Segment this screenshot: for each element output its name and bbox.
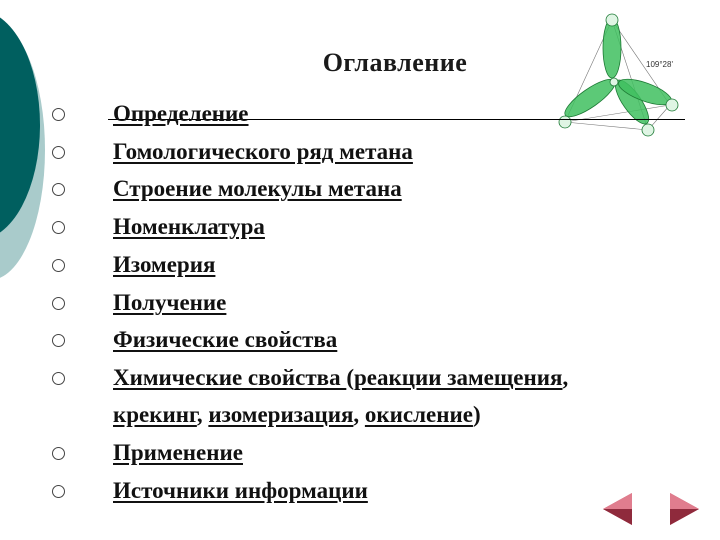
toc-link-chemical-properties[interactable]: Химические свойства [113,365,347,390]
toc-link-sources[interactable]: Источники информации [113,478,368,503]
comma: , [353,402,365,427]
prev-slide-button[interactable] [598,490,638,528]
bullet-icon [52,447,65,460]
triangle-left-icon [603,493,632,525]
toc-link-homologous-series[interactable]: Гомологического ряд метана [113,139,413,164]
toc-item-production [113,290,226,316]
bullet-icon [52,334,65,347]
comma: , [196,402,209,427]
toc-item-physical-properties [113,327,337,353]
toc-link-isomerism[interactable]: Изомерия [113,252,216,277]
toc-link-physical-properties[interactable]: Физические свойства [113,327,338,352]
toc-item-application [113,440,243,466]
bond-angle-label: 109°28' [646,60,673,69]
bullet-icon [52,297,65,310]
toc-link-nomenclature[interactable]: Номенклатура [113,214,265,239]
toc-link-cracking[interactable]: крекинг [113,402,197,427]
toc-link-application[interactable]: Применение [113,440,243,465]
bullet-icon [52,372,65,385]
toc-link-definition[interactable]: Определение [113,101,249,126]
toc-link-isomerization[interactable]: изомеризация [208,402,354,427]
toc-item-nomenclature [113,214,265,240]
toc-item-sources [113,478,368,504]
paren-open: ( [346,365,354,390]
toc-link-structure[interactable]: Строение молекулы метана [113,176,402,201]
triangle-right-icon [670,493,699,525]
toc-link-substitution[interactable]: реакции замещения [354,365,563,390]
decorative-left-shape [0,0,60,290]
bullet-icon [52,146,65,159]
toc-item-structure [113,176,402,202]
toc-link-production[interactable]: Получение [113,290,227,315]
toc-item-isomerism [113,252,215,278]
toc-item-chemical-properties-cont [113,402,481,428]
next-slide-button[interactable] [664,490,704,528]
bullet-icon [52,485,65,498]
methane-molecule-image [540,10,700,145]
bullet-icon [52,259,65,272]
comma: , [562,365,569,390]
bullet-icon [52,221,65,234]
bullet-icon [52,108,65,121]
toc-item-chemical-properties [113,365,568,391]
toc-item-definition [113,101,249,127]
bullet-icon [52,183,65,196]
toc-item-homologous-series [113,139,413,165]
paren-close: ) [472,402,481,427]
toc-link-oxidation[interactable]: окисление [364,402,473,427]
slide-title: Оглавление [322,48,468,77]
